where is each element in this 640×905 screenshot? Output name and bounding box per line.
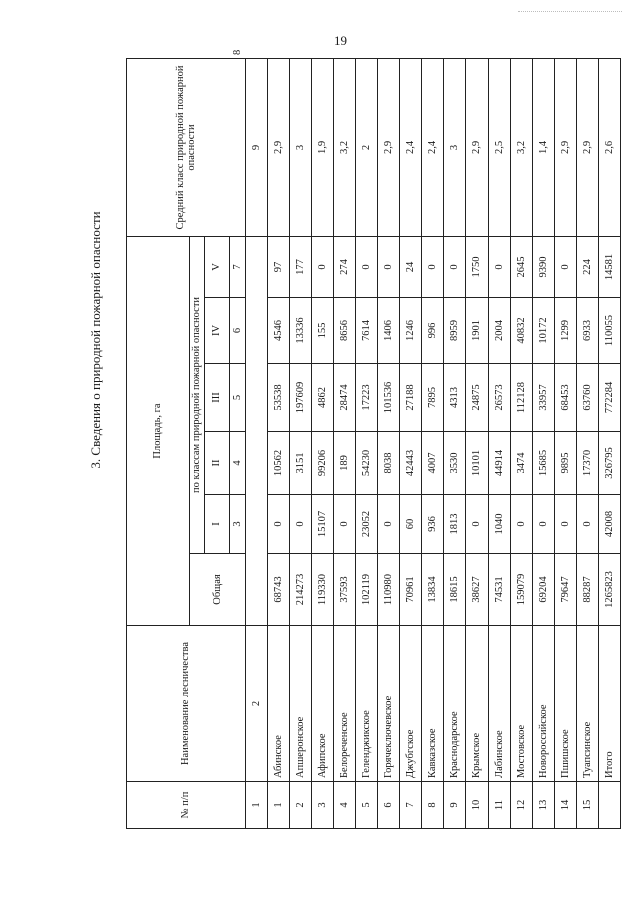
table-cell: 10: [466, 782, 488, 829]
table-cell: 0: [466, 495, 488, 554]
table-cell: 1299: [554, 298, 576, 364]
table-cell: 0: [356, 236, 378, 297]
table-cell: 101536: [378, 364, 400, 432]
table-cell: 2,9: [466, 58, 488, 236]
table-cell: 996: [422, 298, 444, 364]
forestry-name-cell: Белореченское: [334, 626, 356, 782]
table-cell: 274: [334, 236, 356, 297]
table-cell: 4546: [268, 298, 290, 364]
header-class-iv: IV: [205, 298, 230, 364]
table-cell: 68453: [554, 364, 576, 432]
table-cell: 3,2: [334, 58, 356, 236]
table-cell: 2,9: [554, 58, 576, 236]
table-cell: 177: [290, 236, 312, 297]
table-cell: 68743: [268, 554, 290, 626]
table-cell: 69204: [532, 554, 554, 626]
table-cell: 197609: [290, 364, 312, 432]
table-cell: 214273: [290, 554, 312, 626]
table-cell: 7614: [356, 298, 378, 364]
table-cell: 28474: [334, 364, 356, 432]
table-cell: 0: [554, 495, 576, 554]
table-cell: 79647: [554, 554, 576, 626]
table-cell: 5: [356, 782, 378, 829]
table-cell: 0: [488, 236, 510, 297]
table-cell: 7: [400, 782, 422, 829]
table-cell: 155: [312, 298, 334, 364]
table-cell: 112128: [510, 364, 532, 432]
table-cell: 2,4: [400, 58, 422, 236]
table-cell: 12: [510, 782, 532, 829]
header-class-ii: II: [205, 432, 230, 495]
table-row: [356, 58, 378, 828]
table-cell: 99206: [312, 432, 334, 495]
total-row: [598, 58, 620, 828]
table-cell: 14581: [598, 236, 620, 297]
table-cell: 0: [378, 495, 400, 554]
table-row: [378, 58, 400, 828]
forestry-name-cell: Джубгское: [400, 626, 422, 782]
table-cell: 38627: [466, 554, 488, 626]
table-cell: 88287: [576, 554, 598, 626]
table-row: [268, 58, 290, 828]
table-cell: 2,9: [576, 58, 598, 236]
table-cell: 110055: [598, 298, 620, 364]
table-cell: 6: [378, 782, 400, 829]
page-number: 19: [334, 33, 347, 48]
col-number: 2: [246, 626, 268, 782]
table-cell: 3,2: [510, 58, 532, 236]
table-cell: 4: [334, 782, 356, 829]
table-cell: 15107: [312, 495, 334, 554]
table-cell: 10562: [268, 432, 290, 495]
table-cell: 8959: [444, 298, 466, 364]
table-cell: 0: [312, 236, 334, 297]
table-row: [554, 58, 576, 828]
table-row: [400, 58, 422, 828]
table-cell: 2,5: [488, 58, 510, 236]
table-cell: 189: [334, 432, 356, 495]
table-cell: 2645: [510, 236, 532, 297]
table-cell: 8: [422, 782, 444, 829]
table-cell: 40832: [510, 298, 532, 364]
header-total: Общая: [190, 554, 246, 626]
table-cell: 33957: [532, 364, 554, 432]
forestry-name-cell: Горячеключевское: [378, 626, 400, 782]
column-number-row: [246, 58, 268, 828]
table-cell: 2: [356, 58, 378, 236]
table-cell: 4007: [422, 432, 444, 495]
table-cell: [598, 782, 620, 829]
table-cell: 3151: [290, 432, 312, 495]
col-number: 7: [230, 236, 246, 297]
table-cell: 54230: [356, 432, 378, 495]
table-cell: 2,9: [268, 58, 290, 236]
table-cell: 6933: [576, 298, 598, 364]
table-cell: 60: [400, 495, 422, 554]
fire-danger-table: № п/п Наименование лесничества Площадь, га Средний класс природной пожарной опасности Общая по классам природной пожарной опасности I II III IV V 3 4 5 6 7 8 1 2 9 1 Абинское 68743 0 10562 53538 4546 97 2,9 2 Апшеронское 214273 0 3151 197609 13336 177 3 3 Афипское 119330 15107 99206 4862 155 0 1,9 4 Белореченское 37593 0 189 28474 8656 274 3,2 5 Геленджикское 102119 23052 54230 17223 7614 0 2 6 Горячеключевское 110980 0 8038 101536 1406 0 2,9 7 Джубгское 70961 60 42443 27188 1246 24 2,4 8 Кавказское 13834 936 4007 7895 996 0 2,4 9 Краснодарское 18615 1813 3530 4313 8959 0 3 10 Крымское 38627 0 10101 24875 1901 1750 2,9 11 Лабинское 74531 1040 44914 26573 2004 0 2,5 12 Мостовское 159079 0 3474 112128 40832 2645 3,2 13 Новороссийское 69204 0 15685 33957 10172 9390 1,4 14 Пшишское 79647 0 9895 68453 1299 0 2,9 15 Туапсинское 88287 0 17370 63760 6933 224 2,9 Итого 1265823 42008 326795 772284 110055 14581 2,6: [126, 58, 621, 829]
forestry-name-cell: Краснодарское: [444, 626, 466, 782]
table-row: [488, 58, 510, 828]
table-cell: 772284: [598, 364, 620, 432]
table-cell: 70961: [400, 554, 422, 626]
rotated-table-container: [126, 49, 621, 829]
table-cell: 2,6: [598, 58, 620, 236]
table-cell: 1406: [378, 298, 400, 364]
header-name: Наименование лесничества: [127, 626, 246, 782]
table-cell: 1265823: [598, 554, 620, 626]
col-number: 6: [230, 298, 246, 364]
table-cell: 10101: [466, 432, 488, 495]
table-row: [532, 58, 554, 828]
table-cell: 53538: [268, 364, 290, 432]
forestry-name-cell: Лабинское: [488, 626, 510, 782]
table-cell: 4313: [444, 364, 466, 432]
header-class-iii: III: [205, 364, 230, 432]
table-cell: 1813: [444, 495, 466, 554]
table-cell: 63760: [576, 364, 598, 432]
table-cell: 15: [576, 782, 598, 829]
table-cell: 3: [312, 782, 334, 829]
header-class-v: V: [205, 236, 230, 297]
table-cell: 27188: [400, 364, 422, 432]
header-rule: [518, 11, 622, 12]
table-cell: 1750: [466, 236, 488, 297]
table-cell: 13834: [422, 554, 444, 626]
table-cell: 24875: [466, 364, 488, 432]
table-row: [444, 58, 466, 828]
table-cell: 2004: [488, 298, 510, 364]
table-cell: 102119: [356, 554, 378, 626]
table-cell: 44914: [488, 432, 510, 495]
table-row: [466, 58, 488, 828]
table-cell: 3: [290, 58, 312, 236]
table-row: [334, 58, 356, 828]
header-avg-class: Средний класс природной пожарной опасности: [127, 58, 246, 236]
table-body: [246, 58, 621, 828]
table-row: [312, 58, 334, 828]
forestry-name-cell: Абинское: [268, 626, 290, 782]
table-cell: 9895: [554, 432, 576, 495]
table-cell: 0: [532, 495, 554, 554]
table-cell: 17370: [576, 432, 598, 495]
forestry-name-cell: Итого: [598, 626, 620, 782]
table-cell: 936: [422, 495, 444, 554]
table-cell: 13336: [290, 298, 312, 364]
col-number: 5: [230, 364, 246, 432]
table-cell: 42443: [400, 432, 422, 495]
table-cell: 159079: [510, 554, 532, 626]
table-cell: 9: [444, 782, 466, 829]
table-row: [422, 58, 444, 828]
table-cell: 8656: [334, 298, 356, 364]
table-cell: 13: [532, 782, 554, 829]
table-cell: 15685: [532, 432, 554, 495]
forestry-name-cell: Кавказское: [422, 626, 444, 782]
table-cell: 24: [400, 236, 422, 297]
table-cell: 1,9: [312, 58, 334, 236]
forestry-name-cell: Апшеронское: [290, 626, 312, 782]
table-cell: 1901: [466, 298, 488, 364]
header-class-i: I: [205, 495, 230, 554]
table-cell: 326795: [598, 432, 620, 495]
header-by-class: по классам природной пожарной опасности: [190, 236, 205, 553]
table-cell: 3530: [444, 432, 466, 495]
forestry-name-cell: Новороссийское: [532, 626, 554, 782]
forestry-name-cell: Афипское: [312, 626, 334, 782]
table-cell: 2,9: [378, 58, 400, 236]
table-cell: 9390: [532, 236, 554, 297]
table-cell: 0: [444, 236, 466, 297]
forestry-name-cell: Туапсинское: [576, 626, 598, 782]
table-cell: 3: [444, 58, 466, 236]
table-cell: 17223: [356, 364, 378, 432]
col-number: 3: [230, 495, 246, 554]
forestry-name-cell: Пшишское: [554, 626, 576, 782]
table-cell: 0: [576, 495, 598, 554]
table-cell: 74531: [488, 554, 510, 626]
table-cell: 2,4: [422, 58, 444, 236]
table-cell: 110980: [378, 554, 400, 626]
table-cell: 23052: [356, 495, 378, 554]
table-cell: 10172: [532, 298, 554, 364]
table-row: [290, 58, 312, 828]
header-num: № п/п: [127, 782, 246, 829]
table-cell: 119330: [312, 554, 334, 626]
table-cell: 0: [378, 236, 400, 297]
table-cell: 2: [290, 782, 312, 829]
table-cell: 97: [268, 236, 290, 297]
table-cell: 0: [334, 495, 356, 554]
col-number: 4: [230, 432, 246, 495]
table-cell: 8038: [378, 432, 400, 495]
forestry-name-cell: Геленджикское: [356, 626, 378, 782]
section-title: 3. Сведения о природной пожарной опасности: [88, 211, 103, 469]
table-cell: 0: [554, 236, 576, 297]
col-number: 1: [246, 782, 268, 829]
table-cell: 0: [422, 236, 444, 297]
table-cell: 11: [488, 782, 510, 829]
table-cell: 14: [554, 782, 576, 829]
table-cell: 7895: [422, 364, 444, 432]
table-cell: 26573: [488, 364, 510, 432]
table-cell: 1: [268, 782, 290, 829]
table-cell: 18615: [444, 554, 466, 626]
header-area: Площадь, га: [127, 236, 190, 625]
table-cell: 1,4: [532, 58, 554, 236]
table-row: [576, 58, 598, 828]
table-cell: 42008: [598, 495, 620, 554]
table-cell: 0: [268, 495, 290, 554]
table-cell: 4862: [312, 364, 334, 432]
table-cell: 1246: [400, 298, 422, 364]
col-number: 9: [246, 58, 268, 236]
forestry-name-cell: Крымское: [466, 626, 488, 782]
table-cell: 224: [576, 236, 598, 297]
table-cell: 3474: [510, 432, 532, 495]
table-cell: 1040: [488, 495, 510, 554]
col-number-blank: [246, 236, 268, 625]
table-row: [510, 58, 532, 828]
forestry-name-cell: Мостовское: [510, 626, 532, 782]
table-cell: 0: [290, 495, 312, 554]
table-cell: 0: [510, 495, 532, 554]
table-cell: 37593: [334, 554, 356, 626]
